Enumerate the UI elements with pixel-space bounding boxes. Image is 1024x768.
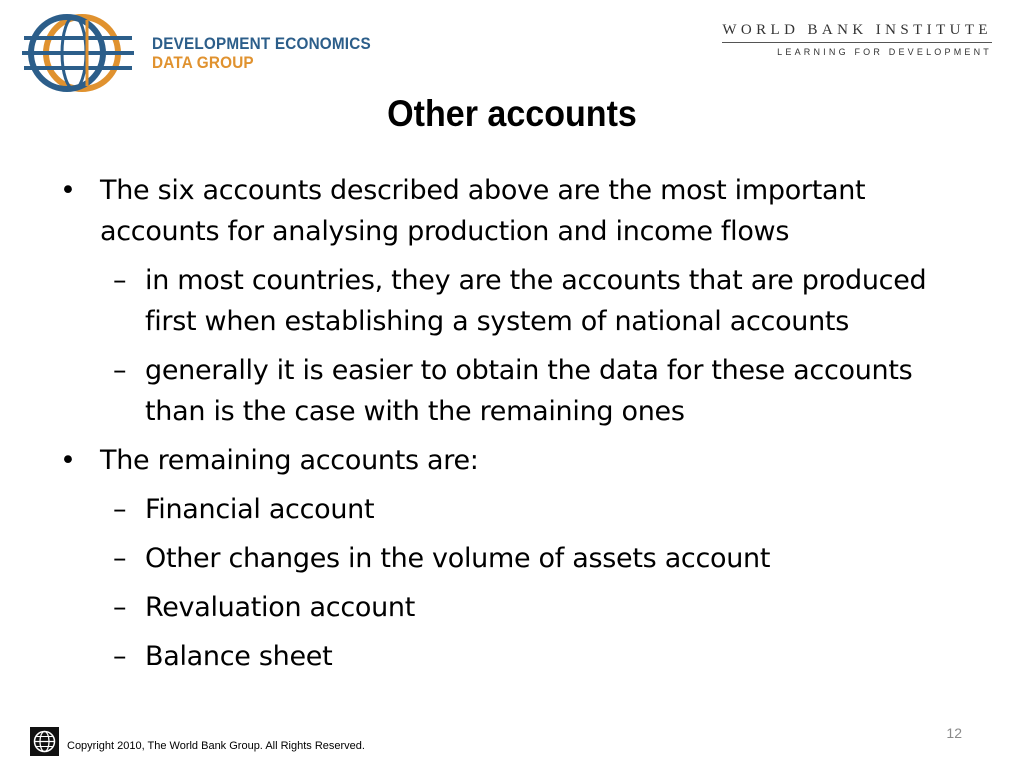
deg-logo (22, 12, 371, 94)
bullet-marker: • (60, 445, 76, 476)
sub-bullet-marker: – (113, 265, 127, 296)
globe-logo-icon (22, 12, 152, 94)
world-bank-institute-logo (722, 22, 992, 57)
sub-bullet-marker: – (113, 592, 127, 623)
bullet-item (60, 170, 980, 252)
slide-title: Other accounts (387, 93, 637, 134)
institute-tagline: LEARNING FOR DEVELOPMENT (777, 47, 992, 57)
sub-bullet-text: in most countries, they are the accounts that are produced first when establishing a system of national accounts (145, 265, 927, 337)
sub-bullet-item (60, 538, 980, 579)
sub-bullet-text: Other changes in the volume of assets account (145, 543, 771, 574)
sub-bullet-marker: – (113, 641, 127, 672)
sub-bullet-marker: – (113, 494, 127, 525)
sub-bullet-text: Balance sheet (145, 641, 333, 672)
sub-bullet-item (60, 260, 980, 342)
page-number: 12 (946, 725, 962, 741)
copyright-notice: Copyright 2010, The World Bank Group. All Rights Reserved. (67, 740, 365, 752)
sub-bullet-item (60, 350, 980, 432)
sub-bullet-text: generally it is easier to obtain the data for these accounts than is the case with the remaining ones (145, 355, 913, 427)
sub-bullet-item (60, 587, 980, 628)
sub-bullet-item (60, 489, 980, 530)
bullet-text: The six accounts described above are the most important accounts for analysing production and income flows (100, 175, 866, 247)
bullet-text: The remaining accounts are: (100, 445, 479, 476)
sub-bullet-marker: – (113, 355, 127, 386)
bullet-item (60, 440, 980, 481)
sub-bullet-marker: – (113, 543, 127, 574)
world-bank-globe-icon (30, 727, 59, 756)
sub-bullet-text: Financial account (145, 494, 375, 525)
slide-body (60, 170, 980, 685)
sub-bullet-item (60, 636, 980, 677)
logo-title-line2: DATA GROUP (152, 53, 254, 72)
bullet-marker: • (60, 175, 76, 206)
institute-name: WORLD BANK INSTITUTE (722, 22, 992, 43)
sub-bullet-text: Revaluation account (145, 592, 416, 623)
logo-title-line1: DEVELOPMENT ECONOMICS (152, 34, 371, 53)
